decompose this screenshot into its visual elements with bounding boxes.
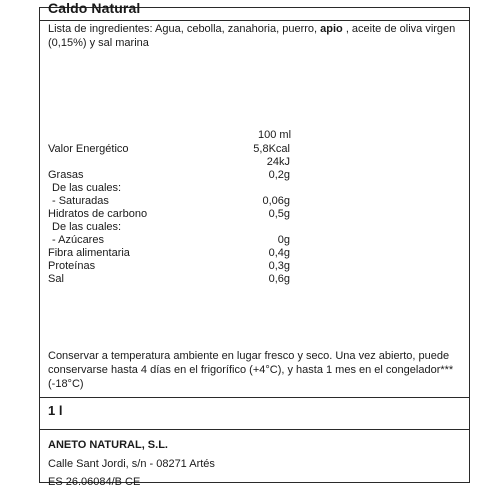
storage-instructions: Conservar a temperatura ambiente en lugar fresco y seco. Una vez abierto, puede conservarse hasta 4 días en el frigorífico (+4°C), y hasta 1 mes en el congelador*** (-18°C) [48,350,454,390]
divider-volume [39,429,470,430]
nutrition-label-of-which-carbs: De las cuales: [52,221,122,233]
nutrition-value-protein: 0,3g [268,260,290,272]
divider-storage [39,397,470,398]
nutrition-value-salt: 0,6g [268,273,290,285]
nutrition-label-salt: Sal [48,273,64,285]
ingredients-allergen: apio [320,23,343,35]
nutrition-value-sugars: 0g [277,234,290,246]
nutrition-value-energy-kj: 24kJ [266,156,290,168]
manufacturer-address: Calle Sant Jordi, s/n - 08271 Artés [48,458,215,470]
nutrition-label-fibre: Fibra alimentaria [48,247,130,259]
ingredients-prefix: Lista de ingredientes: Agua, cebolla, zanahoria, puerro, [48,23,321,35]
ingredients-suffix: , aceite de oliva virgen (0,15%) y sal marina [48,23,456,49]
nutrition-value-energy-kcal: 5,8Kcal [253,143,290,155]
nutrition-label-sugars: - Azúcares [52,234,104,246]
nutrition-value-carbs: 0,5g [268,208,290,220]
nutrition-label-saturates: - Saturadas [52,195,109,207]
nutrition-label-protein: Proteínas [48,260,96,272]
net-volume: 1 l [48,403,63,418]
manufacturer-registry: ES 26.06084/B CE [48,476,141,488]
nutrition-value-saturates: 0,06g [262,195,290,207]
nutrition-value-fat: 0,2g [268,169,290,181]
nutrition-label-energy: Valor Energético [48,143,129,155]
nutrition-value-fibre: 0,4g [268,247,290,259]
divider-title [39,20,470,21]
ingredients-list [48,22,466,50]
nutrition-per-label: 100 ml [258,129,292,141]
nutrition-label-of-which-fat: De las cuales: [52,182,122,194]
product-title: Caldo Natural [48,0,141,16]
manufacturer-name: ANETO NATURAL, S.L. [48,439,168,451]
nutrition-label-fat: Grasas [48,169,84,181]
nutrition-label-carbs: Hidratos de carbono [48,208,148,220]
